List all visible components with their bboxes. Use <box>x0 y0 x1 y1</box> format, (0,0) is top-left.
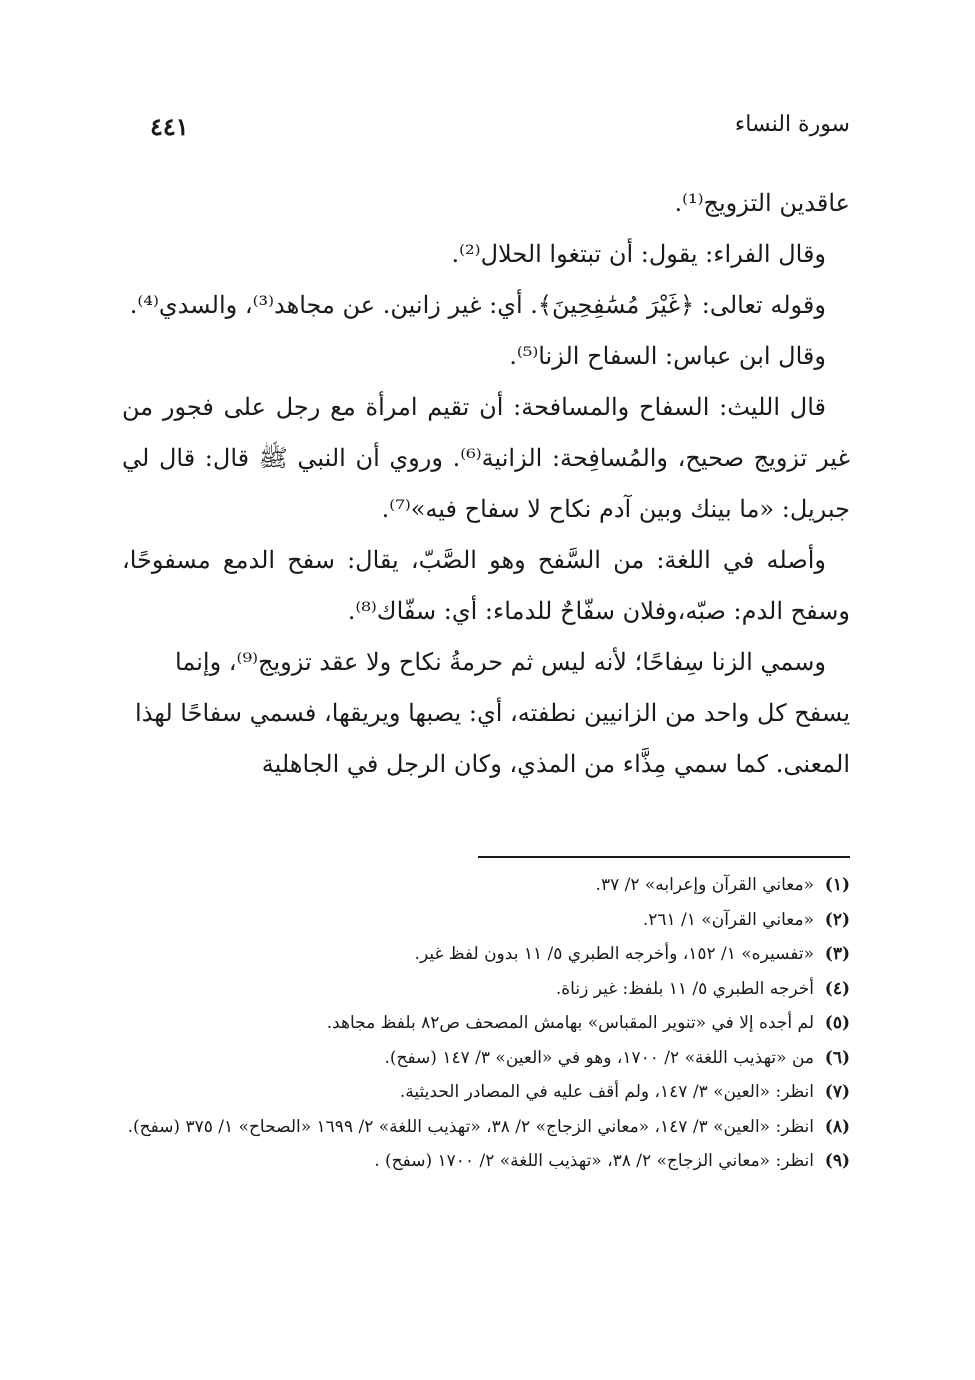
footnote-number: (٤) <box>824 978 850 999</box>
footnote-item <box>122 1006 850 1041</box>
page-number: ٤٤١ <box>150 112 189 141</box>
footnote-text: انظر: «العين» ٣/ ١٤٧، «معاني الزجاج» ٢/ ٣٨، «تهذيب اللغة» ٢/ ١٦٩٩ «الصحاح» ١/ ٣٧٥ (سفح). <box>127 1116 814 1137</box>
footnote-item <box>122 1075 850 1110</box>
footnote-text: «معاني القرآن وإعرابه» ٢/ ٣٧. <box>595 875 814 895</box>
footnote-item <box>122 868 850 903</box>
footnote-number: (٣) <box>824 944 850 964</box>
paragraph-7: وسمي الزنا سِفاحًا؛ لأنه ليس ثم حرمةُ نكاح ولا عقد تزويج⁽⁹⁾، وإنما يسفح كل واحد من الزانيين نطفته، أي: يصبها ويريقها، فسمي سفاحًا لهذا المعنى. كما سمي مِذَّاء من المذي، وكان الرجل في الجاهلية <box>135 648 850 778</box>
paragraph-3: وقوله تعالى: ﴿غَيْرَ مُسَٰفِحِينَ﴾. أي: غير زانين. عن مجاهد⁽³⁾، والسدي⁽⁴⁾. <box>129 291 826 319</box>
footnote-separator <box>478 856 850 858</box>
footnote-number: (٢) <box>824 909 850 930</box>
paragraph-2: وقال الفراء: يقول: أن تبتغوا الحلال⁽²⁾. <box>451 240 826 268</box>
paragraph-6: وأصله في اللغة: من السَّفح وهو الصَّبّ، يقال: سفح الدمع مسفوحًا، وسفح الدم: صبّه،وفلان سفّاحٌ للدماء: أي: سفّاك⁽⁸⁾. <box>122 546 850 625</box>
paragraph-1: عاقدين التزويج⁽¹⁾. <box>674 189 850 217</box>
footnote-text: من «تهذيب اللغة» ٢/ ١٧٠٠، وهو في «العين» ٣/ ١٤٧ (سفح). <box>384 1047 814 1068</box>
footnote-number: (١) <box>824 875 850 895</box>
running-head-surah: سورة النساء <box>734 112 850 137</box>
footnote-number: (٨) <box>824 1116 850 1137</box>
footnote-number: (٥) <box>824 1013 850 1033</box>
paragraph-4: وقال ابن عباس: السفاح الزنا⁽⁵⁾. <box>509 342 826 370</box>
footnote-item <box>122 937 850 972</box>
paragraph-5: قال الليث: السفاح والمسافحة: أن تقيم امرأة مع رجل على فجور من غير تزويج صحيح، والمُسافِحة: الزانية⁽⁶⁾. وروي أن النبي ﷺ قال: قال لي جبريل: «ما بينك وبين آدم نكاح لا سفاح فيه»⁽⁷⁾. <box>122 393 850 523</box>
footnote-text: أخرجه الطبري ٥/ ١١ بلفظ: غير زناة. <box>555 978 814 999</box>
page-header <box>150 112 850 152</box>
footnote-text: «معاني القرآن» ١/ ٢٦١. <box>642 909 814 930</box>
footnote-text: لم أجده إلا في «تنوير المقباس» بهامش المصحف ص٨٢ بلفظ مجاهد. <box>326 1013 814 1033</box>
footnote-item <box>122 972 850 1007</box>
footnote-number: (٦) <box>824 1047 850 1068</box>
footnote-text: «تفسيره» ١/ ١٥٢، وأخرجه الطبري ٥/ ١١ بدون لفظ غير. <box>414 944 814 964</box>
footnote-item <box>122 903 850 938</box>
footnote-item <box>122 1041 850 1076</box>
footnote-number: (٩) <box>824 1151 850 1171</box>
main-text <box>122 178 850 790</box>
footnote-item <box>122 1144 850 1179</box>
footnote-text: انظر: «العين» ٣/ ١٤٧، ولم أقف عليه في المصادر الحديثية. <box>399 1082 814 1102</box>
footnote-number: (٧) <box>824 1082 850 1102</box>
footnote-item <box>122 1110 850 1145</box>
footnote-text: انظر: «معاني الزجاج» ٢/ ٣٨، «تهذيب اللغة» ٢/ ١٧٠٠ (سفح) . <box>374 1151 814 1171</box>
footnotes <box>122 868 850 1179</box>
